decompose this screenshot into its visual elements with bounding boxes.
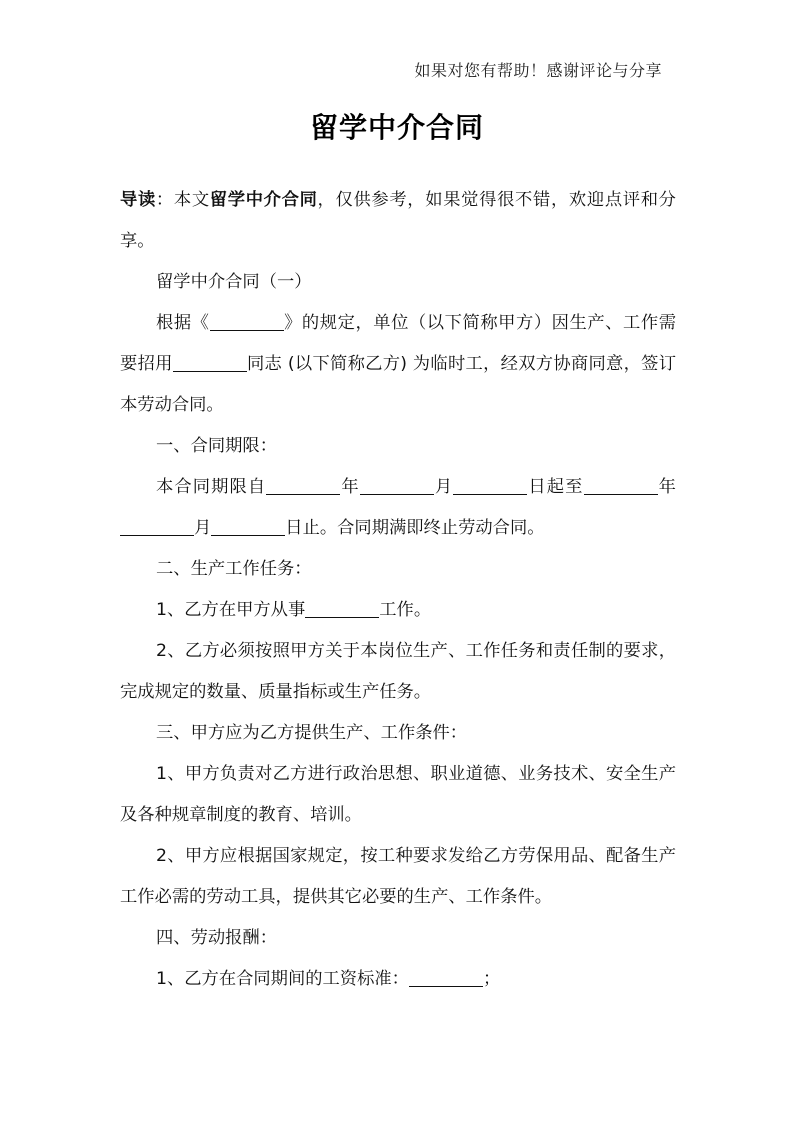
article-3-item-2: 2、甲方应根据国家规定，按工种要求发给乙方劳保用品、配备生产工作必需的劳动工具，提供其它必要的生产、工作条件。	[120, 846, 676, 907]
blank-line	[409, 966, 483, 987]
basis-text-a: 根据《	[156, 313, 210, 333]
document-title: 留学中介合同	[309, 111, 484, 144]
article-4-heading: 四、劳动报酬：	[156, 928, 277, 948]
term-month-2: 月	[194, 518, 212, 538]
basis-paragraph	[120, 303, 676, 426]
article-4-item-1	[120, 959, 676, 1000]
term-text-a: 本合同期限自	[156, 477, 267, 497]
blank-line	[173, 351, 247, 372]
article-3-item-1: 1、甲方负责对乙方进行政治思想、职业道德、业务技术、安全生产及各种规章制度的教育、培训。	[120, 764, 676, 825]
blank-line	[120, 515, 194, 536]
term-year-2: 年	[657, 477, 676, 497]
intro-text-2: ，仅供参考，如果觉得很不错，欢迎点评和分享。	[120, 190, 676, 251]
section-heading: 留学中介合同（一）	[156, 272, 312, 292]
blank-line	[453, 474, 527, 495]
blank-line	[584, 474, 658, 495]
art2-item1-text-b: 工作。	[379, 600, 432, 620]
blank-line	[211, 515, 285, 536]
document-body	[120, 180, 676, 1000]
article-1-heading: 一、合同期限：	[156, 436, 277, 456]
art2-item1-text-a: 1、乙方在甲方从事	[156, 600, 306, 620]
art4-item1-text-b: ；	[482, 969, 501, 989]
header-note: 如果对您有帮助！感谢评论与分享	[414, 61, 662, 80]
article-2-item-2: 2、乙方必须按照甲方关于本岗位生产、工作任务和责任制的要求，完成规定的数量、质量指标或生产任务。	[120, 641, 676, 702]
article-2-item-1	[120, 590, 676, 631]
term-year-1: 年	[340, 477, 360, 497]
article-3-heading: 三、甲方应为乙方提供生产、工作条件：	[156, 723, 468, 743]
intro-bold-title: 留学中介合同	[209, 190, 318, 210]
term-month-1: 月	[433, 477, 454, 497]
blank-line	[266, 474, 340, 495]
article-2-heading: 二、生产工作任务：	[156, 559, 312, 579]
intro-paragraph	[120, 180, 676, 262]
basis-text-c: 同志 (以下简称乙方) 为临时工，经双方协商同意，签订本劳动合同。	[120, 354, 676, 415]
article-1-term	[120, 467, 676, 549]
blank-line	[210, 310, 284, 331]
art4-item1-text-a: 1、乙方在合同期间的工资标准：	[156, 969, 409, 989]
intro-text-1: ：本文	[155, 190, 210, 210]
basis-text-b: 》的规定，单位（以下简称甲方）因生产、工作需要招用	[120, 313, 676, 374]
intro-label: 导读	[120, 190, 156, 210]
blank-line	[360, 474, 434, 495]
blank-line	[305, 597, 379, 618]
term-day-1: 日起至	[527, 477, 584, 497]
term-text-end: 日止。合同期满即终止劳动合同。	[285, 518, 545, 538]
